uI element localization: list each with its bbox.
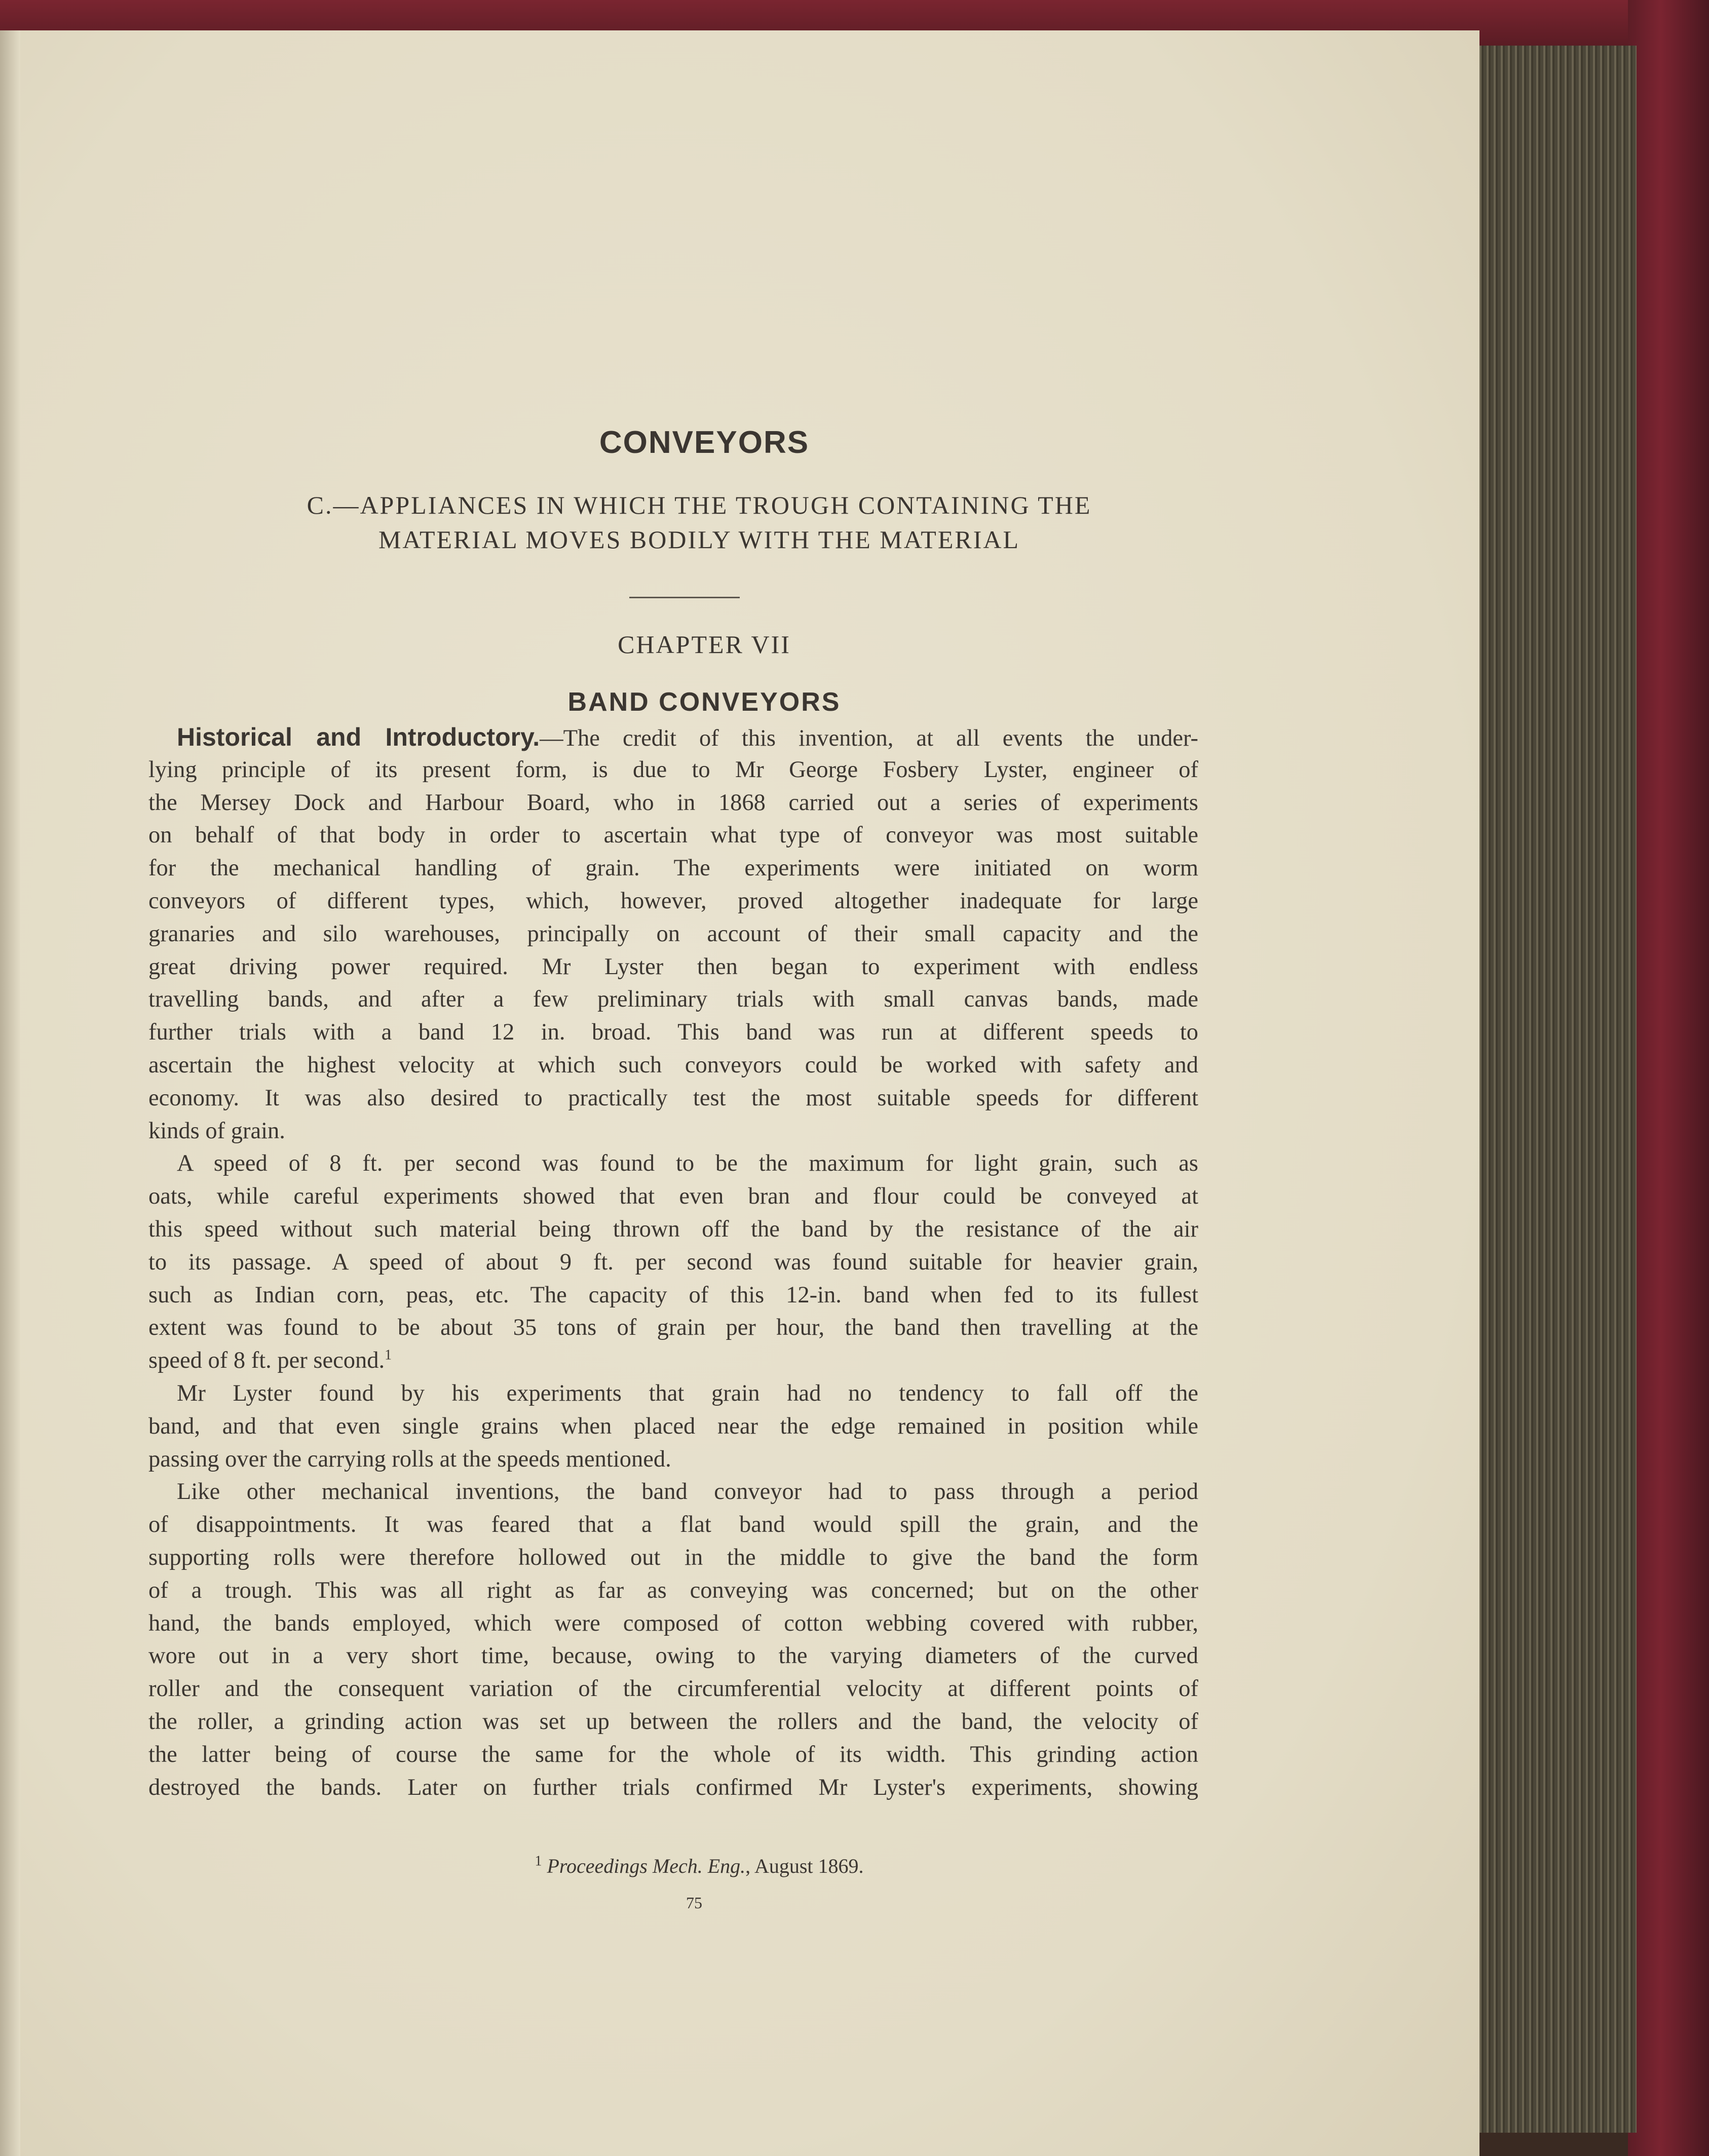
- line-text: supporting rolls were therefore hollowed out in the middle to give the band the form: [148, 1544, 1198, 1570]
- footnote-reference: 1: [385, 1347, 392, 1363]
- line-text: speed of 8 ft. per second.: [148, 1348, 385, 1374]
- paragraph: [148, 721, 1198, 1147]
- line-text: to its passage. A speed of about 9 ft. per second was found suitable for heavier grain,: [148, 1249, 1198, 1275]
- paragraph: [148, 1377, 1198, 1476]
- line-text: of disappointments. It was feared that a flat band would spill the grain, and the: [148, 1512, 1198, 1538]
- line-text: oats, while careful experiments showed that even bran and flour could be conveyed at: [148, 1183, 1198, 1210]
- text-line: [148, 1574, 1198, 1607]
- text-line: [148, 819, 1198, 852]
- line-text: the Mersey Dock and Harbour Board, who in 1868 carried out a series of experiments: [148, 789, 1198, 816]
- line-text: extent was found to be about 35 tons of grain per hour, the band then travelling at the: [148, 1315, 1198, 1341]
- text-line: [148, 918, 1198, 951]
- line-text: passing over the carrying rolls at the speeds mentioned.: [148, 1446, 671, 1472]
- text-line: [148, 1016, 1198, 1049]
- page-number: 75: [686, 1894, 702, 1912]
- text-line: [148, 1377, 1198, 1410]
- text-line: [148, 787, 1198, 820]
- line-text: for the mechanical handling of grain. The experiments were initiated on worm: [148, 855, 1198, 881]
- text-line: [148, 1312, 1198, 1344]
- section-title: CONVEYORS: [599, 425, 810, 460]
- text-line: [148, 1213, 1198, 1246]
- line-text: wore out in a very short time, because, owing to the varying diameters of the curved: [148, 1643, 1198, 1669]
- footnote: [0, 1854, 1398, 1878]
- paragraph: [148, 1476, 1198, 1804]
- paragraph: [148, 1147, 1198, 1377]
- line-text: band, and that even single grains when placed near the edge remained in position while: [148, 1413, 1198, 1439]
- text-line: [148, 1147, 1198, 1180]
- footnote-date: , August 1869.: [745, 1855, 864, 1877]
- section-subtitle-line-1: C.—APPLIANCES IN WHICH THE TROUGH CONTAINING THE: [307, 491, 1092, 519]
- text-line: [148, 1279, 1198, 1312]
- line-text: A speed of 8 ft. per second was found to be the maximum for light grain, such as: [177, 1150, 1198, 1177]
- text-line: [148, 1706, 1198, 1739]
- line-text: further trials with a band 12 in. broad. This band was run at different speeds to: [148, 1019, 1198, 1046]
- line-text: conveyors of different types, which, however, proved altogether inadequate for large: [148, 888, 1198, 914]
- chapter-number: CHAPTER VII: [618, 630, 791, 659]
- line-text: such as Indian corn, peas, etc. The capacity of this 12-in. band when fed to its fullest: [148, 1282, 1198, 1308]
- text-line: [148, 721, 1198, 754]
- text-line: [148, 885, 1198, 918]
- text-line: [148, 983, 1198, 1016]
- page-gutter: [0, 30, 20, 2156]
- footnote-marker: 1: [535, 1853, 542, 1869]
- text-line: [148, 1410, 1198, 1443]
- line-text: travelling bands, and after a few preliminary trials with small canvas bands, made: [148, 986, 1198, 1013]
- line-text: economy. It was also desired to practically test the most suitable speeds for different: [148, 1085, 1198, 1111]
- text-line: [148, 1246, 1198, 1279]
- text-line: [148, 1739, 1198, 1772]
- chapter-title: BAND CONVEYORS: [567, 687, 841, 717]
- text-line: [148, 1049, 1198, 1082]
- paragraph-lead: Historical and Introductory.: [177, 723, 540, 751]
- line-text: this speed without such material being thrown off the band by the resistance of the air: [148, 1216, 1198, 1242]
- text-line: [148, 1180, 1198, 1213]
- text-line: [148, 1082, 1198, 1115]
- book-cover-right: [1628, 0, 1709, 2156]
- text-line: [148, 754, 1198, 787]
- line-text: lying principle of its present form, is due to Mr George Fosbery Lyster, engineer of: [148, 756, 1198, 783]
- text-line: [148, 1476, 1198, 1509]
- text-line: [148, 1607, 1198, 1640]
- line-text: ascertain the highest velocity at which such conveyors could be worked with safety and: [148, 1052, 1198, 1078]
- text-line: [148, 1640, 1198, 1673]
- line-text: —The credit of this invention, at all events the under-: [540, 725, 1198, 751]
- text-line: [148, 1542, 1198, 1574]
- line-text: Mr Lyster found by his experiments that grain had no tendency to fall off the: [177, 1380, 1198, 1406]
- body-text: [148, 721, 1198, 1804]
- line-text: of a trough. This was all right as far as conveying was concerned; but on the other: [148, 1577, 1198, 1603]
- line-text: great driving power required. Mr Lyster then began to experiment with endless: [148, 953, 1198, 980]
- section-subtitle-line-2: MATERIAL MOVES BODILY WITH THE MATERIAL: [378, 525, 1020, 554]
- line-text: destroyed the bands. Later on further trials confirmed Mr Lyster's experiments, showing: [148, 1774, 1198, 1800]
- text-line: [148, 1673, 1198, 1706]
- page-edges: [1469, 46, 1637, 2133]
- text-line: [148, 951, 1198, 984]
- line-text: Like other mechanical inventions, the band conveyor had to pass through a period: [177, 1479, 1198, 1505]
- text-line: [148, 1772, 1198, 1804]
- text-line: [148, 1509, 1198, 1542]
- line-text: granaries and silo warehouses, principally on account of their small capacity and the: [148, 920, 1198, 947]
- line-text: the roller, a grinding action was set up between the rollers and the band, the velocity of: [148, 1708, 1198, 1735]
- line-text: on behalf of that body in order to ascertain what type of conveyor was most suitable: [148, 822, 1198, 849]
- footnote-source: Proceedings Mech. Eng.: [547, 1855, 746, 1877]
- line-text: roller and the consequent variation of the circumferential velocity at different points of: [148, 1676, 1198, 1702]
- text-line: [148, 1115, 1198, 1148]
- text-line: [148, 852, 1198, 885]
- text-line: [148, 1344, 1198, 1377]
- line-text: kinds of grain.: [148, 1118, 285, 1144]
- divider-rule: [629, 597, 740, 598]
- text-line: [148, 1443, 1198, 1476]
- line-text: the latter being of course the same for the whole of its width. This grinding action: [148, 1741, 1198, 1767]
- line-text: hand, the bands employed, which were composed of cotton webbing covered with rubber,: [148, 1610, 1198, 1636]
